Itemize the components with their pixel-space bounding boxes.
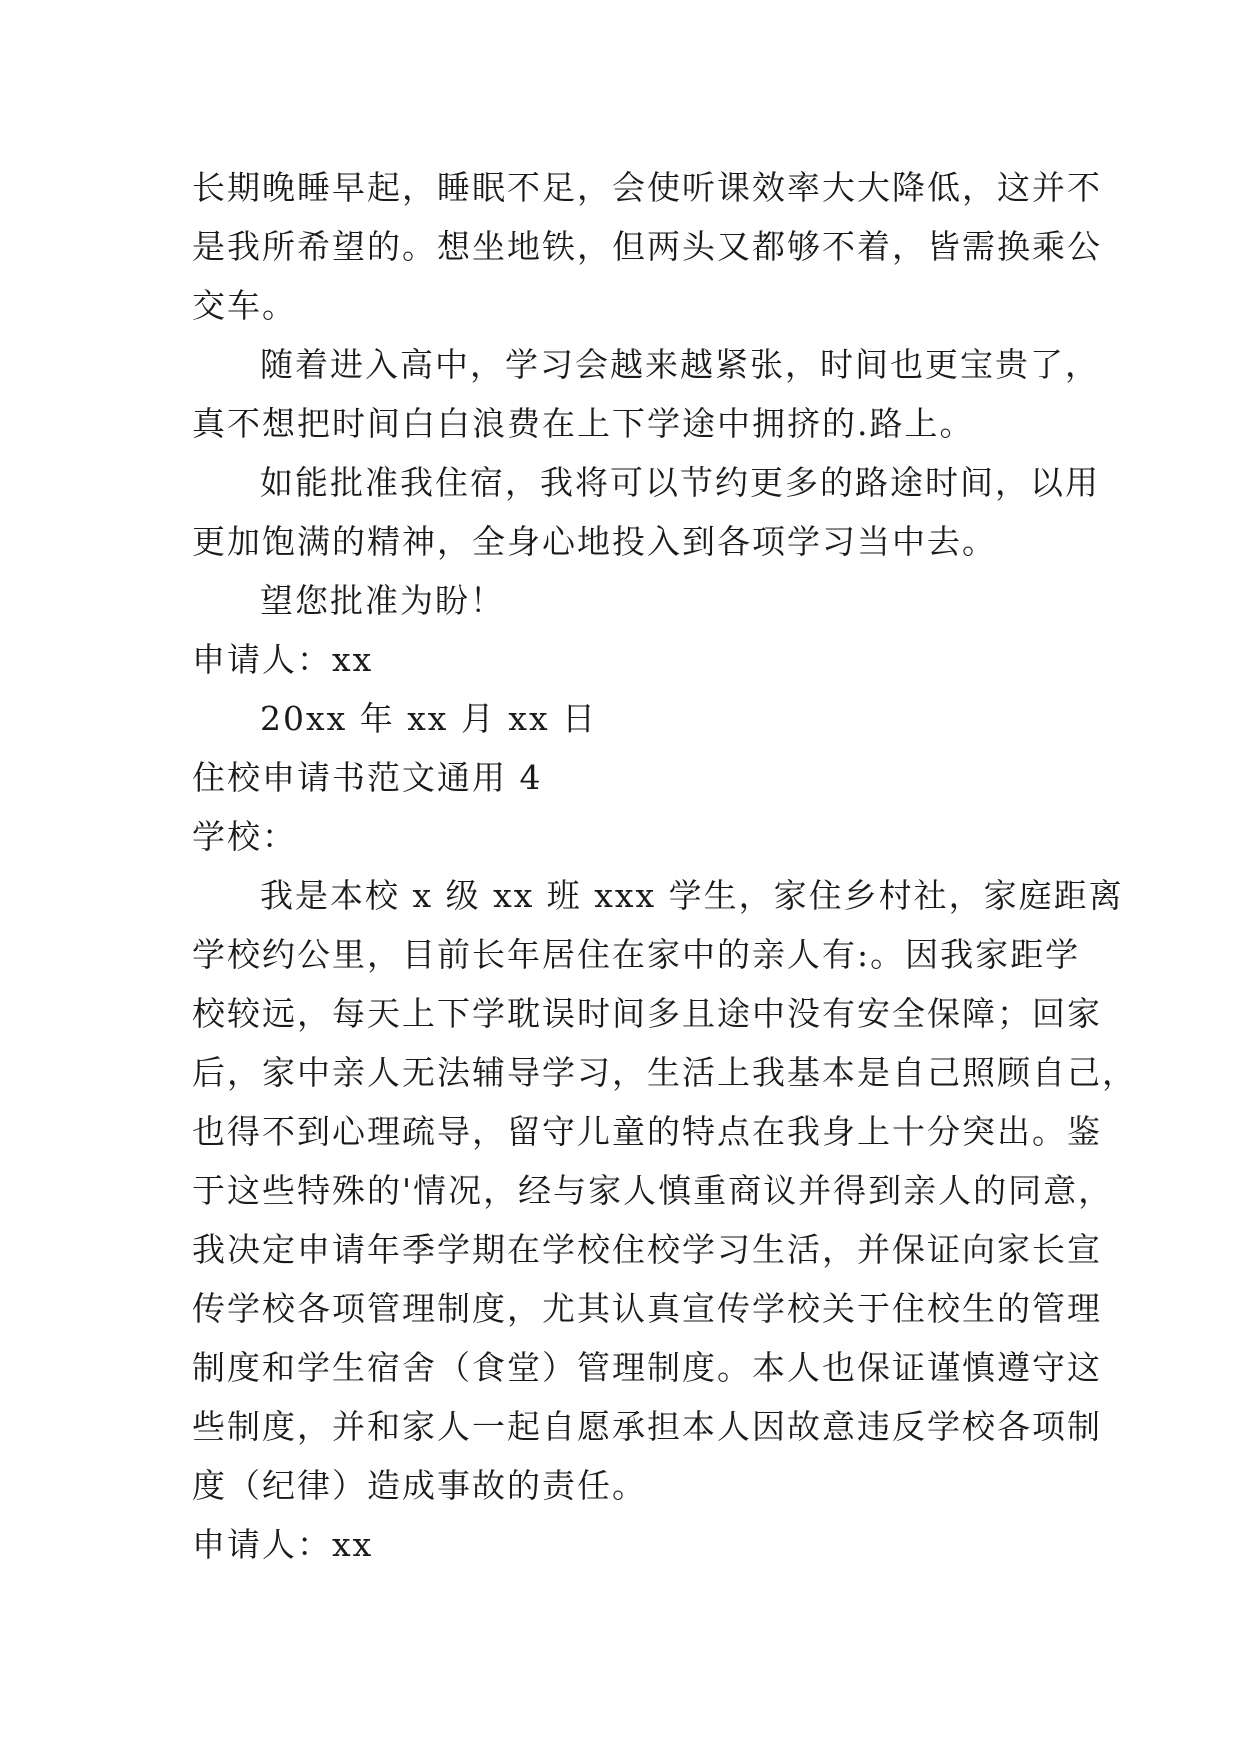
text-line: 真不想把时间白白浪费在上下学途中拥挤的.路上。	[192, 404, 975, 443]
applicant-signature: 申请人：xx	[192, 1525, 374, 1564]
text-line: 我决定申请年季学期在学校住校学习生活，并保证向家长宣	[192, 1230, 1102, 1269]
text-line: 制度和学生宿舍（食堂）管理制度。本人也保证谨慎遵守这	[192, 1348, 1102, 1387]
text-line: 更加饱满的精神，全身心地投入到各项学习当中去。	[192, 522, 997, 561]
text-line: 后，家中亲人无法辅导学习，生活上我基本是自己照顾自己，	[192, 1053, 1137, 1092]
text-line: 也得不到心理疏导，留守儿童的特点在我身上十分突出。鉴	[192, 1112, 1102, 1151]
text-line: 传学校各项管理制度，尤其认真宣传学校关于住校生的管理	[192, 1289, 1102, 1328]
applicant-signature: 申请人：xx	[192, 640, 374, 679]
text-line: 我是本校 x 级 xx 班 xxx 学生，家住乡村社，家庭距离	[260, 876, 1124, 915]
text-line: 交车。	[192, 286, 297, 325]
document-body	[192, 158, 1137, 1574]
section-title: 住校申请书范文通用 4	[192, 758, 543, 797]
text-line: 度（纪律）造成事故的责任。	[192, 1466, 647, 1505]
text-line: 长期晚睡早起，睡眠不足，会使听课效率大大降低，这并不	[192, 168, 1102, 207]
date-line: 20xx 年 xx 月 xx 日	[260, 699, 598, 738]
text-line: 于这些特殊的'情况，经与家人慎重商议并得到亲人的同意，	[192, 1171, 1114, 1210]
text-line: 随着进入高中，学习会越来越紧张，时间也更宝贵了，	[260, 345, 1100, 384]
text-line: 校较远，每天上下学耽误时间多且途中没有安全保障；回家	[192, 994, 1102, 1033]
closing-request: 望您批准为盼！	[260, 581, 505, 620]
text-line: 如能批准我住宿，我将可以节约更多的路途时间，以用	[260, 463, 1100, 502]
salutation: 学校：	[192, 817, 297, 856]
text-line: 是我所希望的。想坐地铁，但两头又都够不着，皆需换乘公	[192, 227, 1102, 266]
text-line: 些制度，并和家人一起自愿承担本人因故意违反学校各项制	[192, 1407, 1102, 1446]
text-line: 学校约公里，目前长年居住在家中的亲人有:。因我家距学	[192, 935, 1081, 974]
